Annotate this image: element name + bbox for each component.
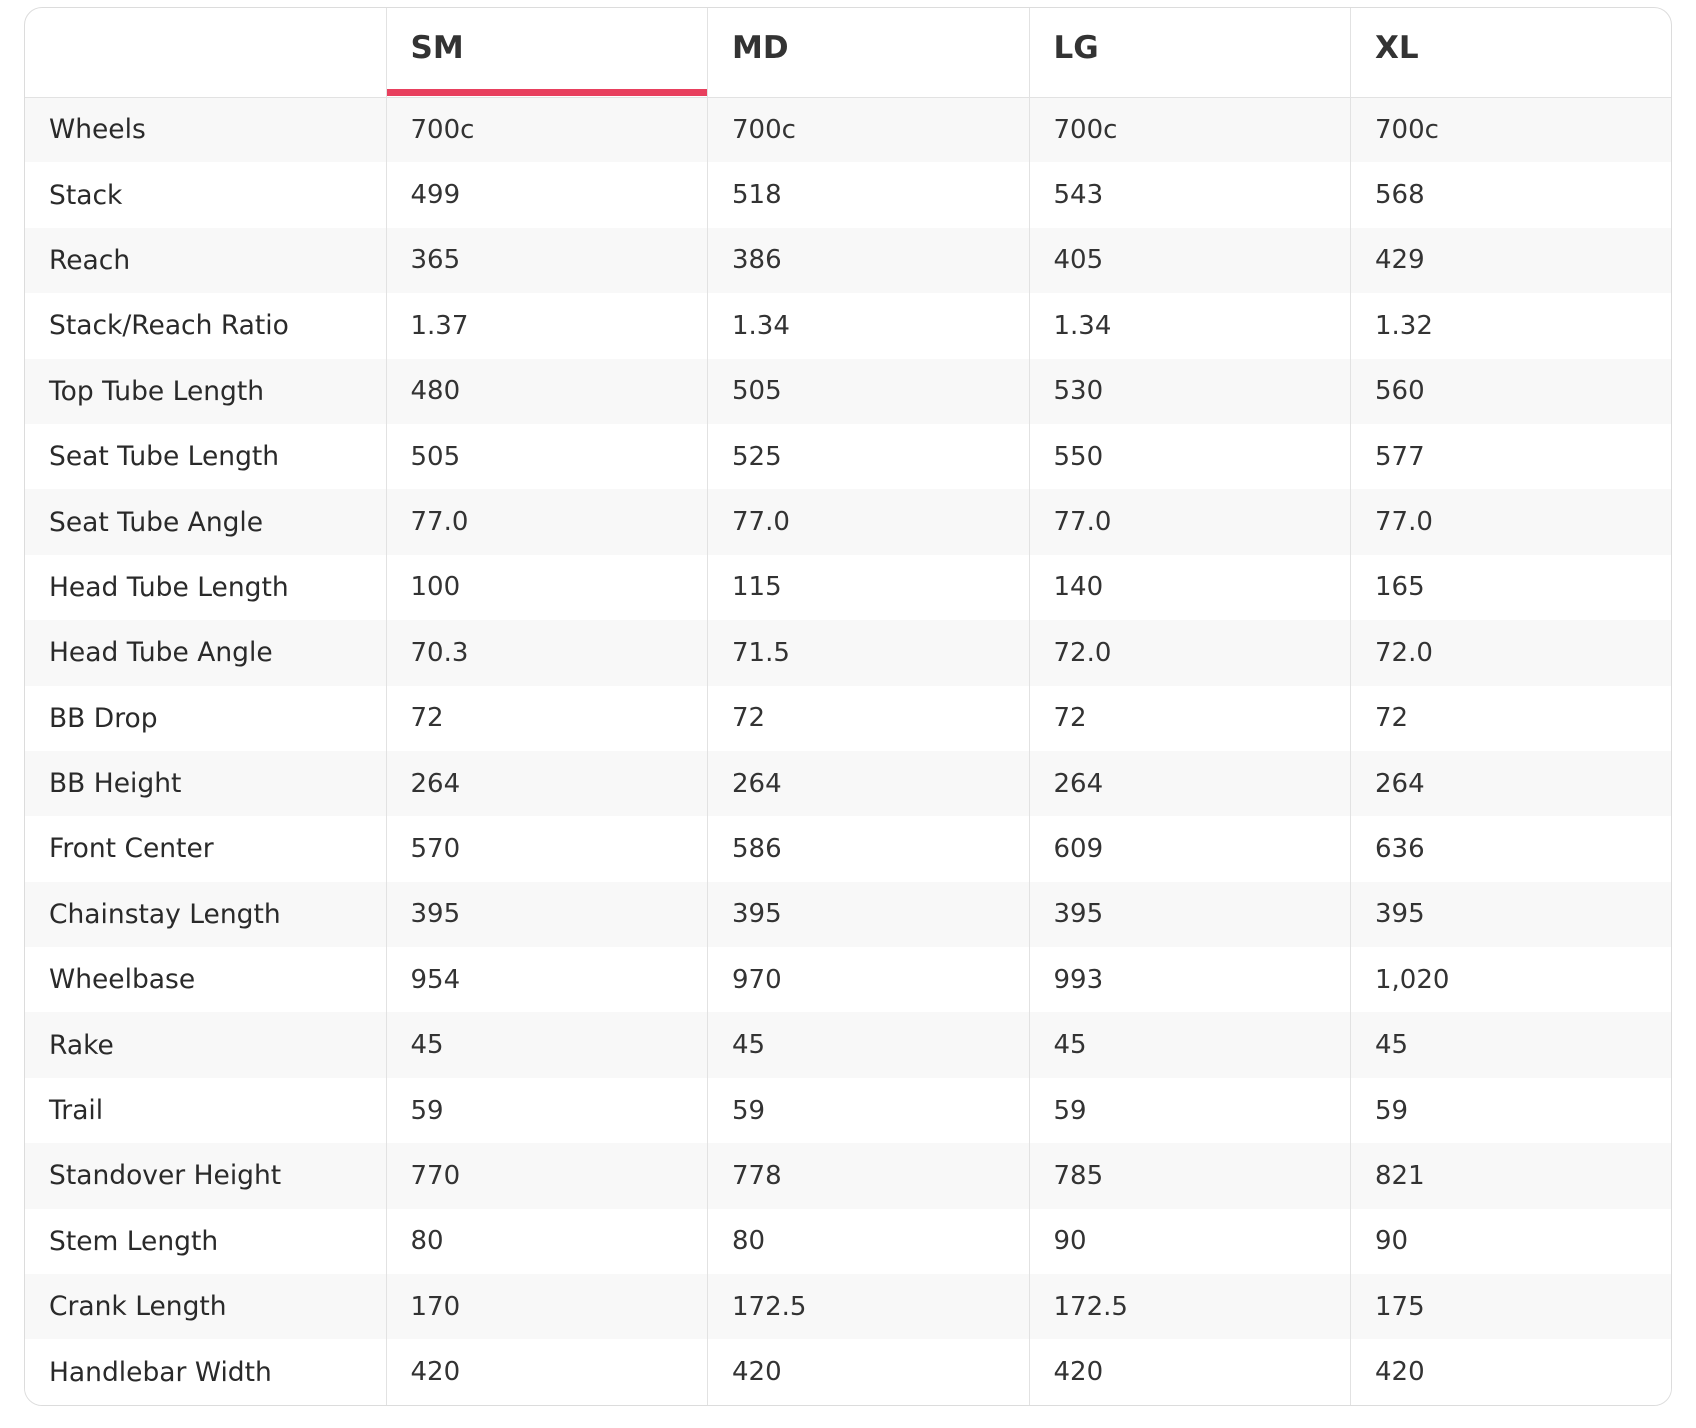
- table-cell-lg: 45: [1029, 1012, 1351, 1077]
- header-row: [25, 8, 1672, 97]
- table-header: [25, 8, 1672, 97]
- row-label: Standover Height: [25, 1143, 386, 1208]
- table-cell-md: 264: [708, 751, 1030, 816]
- table-cell-lg: 172.5: [1029, 1274, 1351, 1339]
- table-row: [25, 293, 1672, 358]
- table-cell-lg: 609: [1029, 816, 1351, 881]
- table-body: [25, 97, 1672, 1405]
- table-cell-lg: 543: [1029, 162, 1351, 227]
- row-label: Crank Length: [25, 1274, 386, 1339]
- table-cell-md: 59: [708, 1078, 1030, 1143]
- table-cell-sm: 395: [386, 882, 708, 947]
- row-label: Wheels: [25, 97, 386, 162]
- table-cell-lg: 1.34: [1029, 293, 1351, 358]
- table-cell-md: 115: [708, 555, 1030, 620]
- table-cell-xl: 1,020: [1351, 947, 1673, 1012]
- table-cell-xl: 429: [1351, 228, 1673, 293]
- size-tab-label: SM: [410, 30, 464, 67]
- row-label: Head Tube Length: [25, 555, 386, 620]
- table-cell-lg: 90: [1029, 1209, 1351, 1274]
- table-cell-xl: 577: [1351, 424, 1673, 489]
- table-row: [25, 228, 1672, 293]
- row-label: Stem Length: [25, 1209, 386, 1274]
- table-cell-lg: 72: [1029, 686, 1351, 751]
- table-cell-xl: 165: [1351, 555, 1673, 620]
- table-cell-xl: 59: [1351, 1078, 1673, 1143]
- table-cell-sm: 365: [386, 228, 708, 293]
- size-tab-label: XL: [1375, 30, 1419, 67]
- table-cell-xl: 395: [1351, 882, 1673, 947]
- row-label: Rake: [25, 1012, 386, 1077]
- row-label: Top Tube Length: [25, 359, 386, 424]
- table-cell-xl: 420: [1351, 1339, 1673, 1404]
- table-row: [25, 686, 1672, 751]
- table-cell-xl: 1.32: [1351, 293, 1673, 358]
- row-label: Trail: [25, 1078, 386, 1143]
- table-cell-md: 420: [708, 1339, 1030, 1404]
- table-cell-xl: 72: [1351, 686, 1673, 751]
- row-label: Head Tube Angle: [25, 620, 386, 685]
- table-cell-sm: 45: [386, 1012, 708, 1077]
- table-row: [25, 1012, 1672, 1077]
- table-cell-lg: 993: [1029, 947, 1351, 1012]
- row-label: Stack: [25, 162, 386, 227]
- table-cell-md: 386: [708, 228, 1030, 293]
- table-cell-sm: 264: [386, 751, 708, 816]
- table-cell-md: 395: [708, 882, 1030, 947]
- table-cell-lg: 77.0: [1029, 489, 1351, 554]
- table-cell-xl: 560: [1351, 359, 1673, 424]
- size-tab-lg[interactable]: [1029, 8, 1351, 97]
- table-cell-md: 1.34: [708, 293, 1030, 358]
- table-cell-md: 505: [708, 359, 1030, 424]
- table-cell-sm: 80: [386, 1209, 708, 1274]
- table-cell-lg: 405: [1029, 228, 1351, 293]
- table-cell-md: 172.5: [708, 1274, 1030, 1339]
- row-label: Front Center: [25, 816, 386, 881]
- geometry-table: [25, 8, 1672, 1405]
- table-cell-md: 45: [708, 1012, 1030, 1077]
- table-row: [25, 620, 1672, 685]
- table-row: [25, 1274, 1672, 1339]
- row-label: Wheelbase: [25, 947, 386, 1012]
- table-cell-xl: 700c: [1351, 97, 1673, 162]
- table-row: [25, 751, 1672, 816]
- row-label: Reach: [25, 228, 386, 293]
- table-cell-md: 518: [708, 162, 1030, 227]
- table-cell-sm: 770: [386, 1143, 708, 1208]
- table-row: [25, 1078, 1672, 1143]
- table-cell-sm: 100: [386, 555, 708, 620]
- table-cell-sm: 505: [386, 424, 708, 489]
- table-cell-lg: 700c: [1029, 97, 1351, 162]
- table-cell-md: 77.0: [708, 489, 1030, 554]
- row-label: BB Height: [25, 751, 386, 816]
- table-cell-lg: 59: [1029, 1078, 1351, 1143]
- table-row: [25, 489, 1672, 554]
- table-cell-md: 778: [708, 1143, 1030, 1208]
- table-cell-xl: 77.0: [1351, 489, 1673, 554]
- table-row: [25, 1339, 1672, 1404]
- table-cell-xl: 264: [1351, 751, 1673, 816]
- table-cell-sm: 700c: [386, 97, 708, 162]
- size-tab-label: LG: [1053, 30, 1099, 67]
- table-row: [25, 424, 1672, 489]
- table-cell-sm: 499: [386, 162, 708, 227]
- table-cell-lg: 530: [1029, 359, 1351, 424]
- table-cell-sm: 70.3: [386, 620, 708, 685]
- table-cell-sm: 420: [386, 1339, 708, 1404]
- row-label: BB Drop: [25, 686, 386, 751]
- table-cell-lg: 420: [1029, 1339, 1351, 1404]
- size-tab-xl[interactable]: [1351, 8, 1673, 97]
- table-row: [25, 97, 1672, 162]
- row-label: Seat Tube Length: [25, 424, 386, 489]
- table-cell-lg: 140: [1029, 555, 1351, 620]
- table-cell-xl: 45: [1351, 1012, 1673, 1077]
- table-cell-sm: 170: [386, 1274, 708, 1339]
- table-cell-sm: 570: [386, 816, 708, 881]
- table-cell-sm: 480: [386, 359, 708, 424]
- table-row: [25, 1209, 1672, 1274]
- table-cell-sm: 59: [386, 1078, 708, 1143]
- table-cell-lg: 550: [1029, 424, 1351, 489]
- table-row: [25, 162, 1672, 227]
- table-cell-lg: 72.0: [1029, 620, 1351, 685]
- table-row: [25, 555, 1672, 620]
- table-cell-sm: 77.0: [386, 489, 708, 554]
- table-row: [25, 882, 1672, 947]
- table-cell-lg: 785: [1029, 1143, 1351, 1208]
- table-cell-lg: 264: [1029, 751, 1351, 816]
- table-row: [25, 816, 1672, 881]
- table-cell-md: 586: [708, 816, 1030, 881]
- table-row: [25, 947, 1672, 1012]
- table-cell-xl: 90: [1351, 1209, 1673, 1274]
- table-cell-xl: 72.0: [1351, 620, 1673, 685]
- size-tab-md[interactable]: [708, 8, 1030, 97]
- table-cell-xl: 636: [1351, 816, 1673, 881]
- size-tab-label: MD: [732, 30, 789, 67]
- row-label: Seat Tube Angle: [25, 489, 386, 554]
- row-label: Handlebar Width: [25, 1339, 386, 1404]
- table-cell-md: 700c: [708, 97, 1030, 162]
- table-cell-md: 525: [708, 424, 1030, 489]
- table-row: [25, 359, 1672, 424]
- table-cell-md: 80: [708, 1209, 1030, 1274]
- table-cell-md: 970: [708, 947, 1030, 1012]
- size-tab-sm[interactable]: [386, 8, 708, 97]
- table-cell-sm: 72: [386, 686, 708, 751]
- table-cell-md: 72: [708, 686, 1030, 751]
- table-cell-sm: 1.37: [386, 293, 708, 358]
- row-label: Stack/Reach Ratio: [25, 293, 386, 358]
- table-cell-md: 71.5: [708, 620, 1030, 685]
- geometry-table-container: [24, 7, 1672, 1406]
- table-row: [25, 1143, 1672, 1208]
- table-cell-xl: 175: [1351, 1274, 1673, 1339]
- row-label: Chainstay Length: [25, 882, 386, 947]
- table-cell-xl: 821: [1351, 1143, 1673, 1208]
- table-cell-sm: 954: [386, 947, 708, 1012]
- header-corner: [25, 8, 386, 97]
- table-cell-xl: 568: [1351, 162, 1673, 227]
- table-cell-lg: 395: [1029, 882, 1351, 947]
